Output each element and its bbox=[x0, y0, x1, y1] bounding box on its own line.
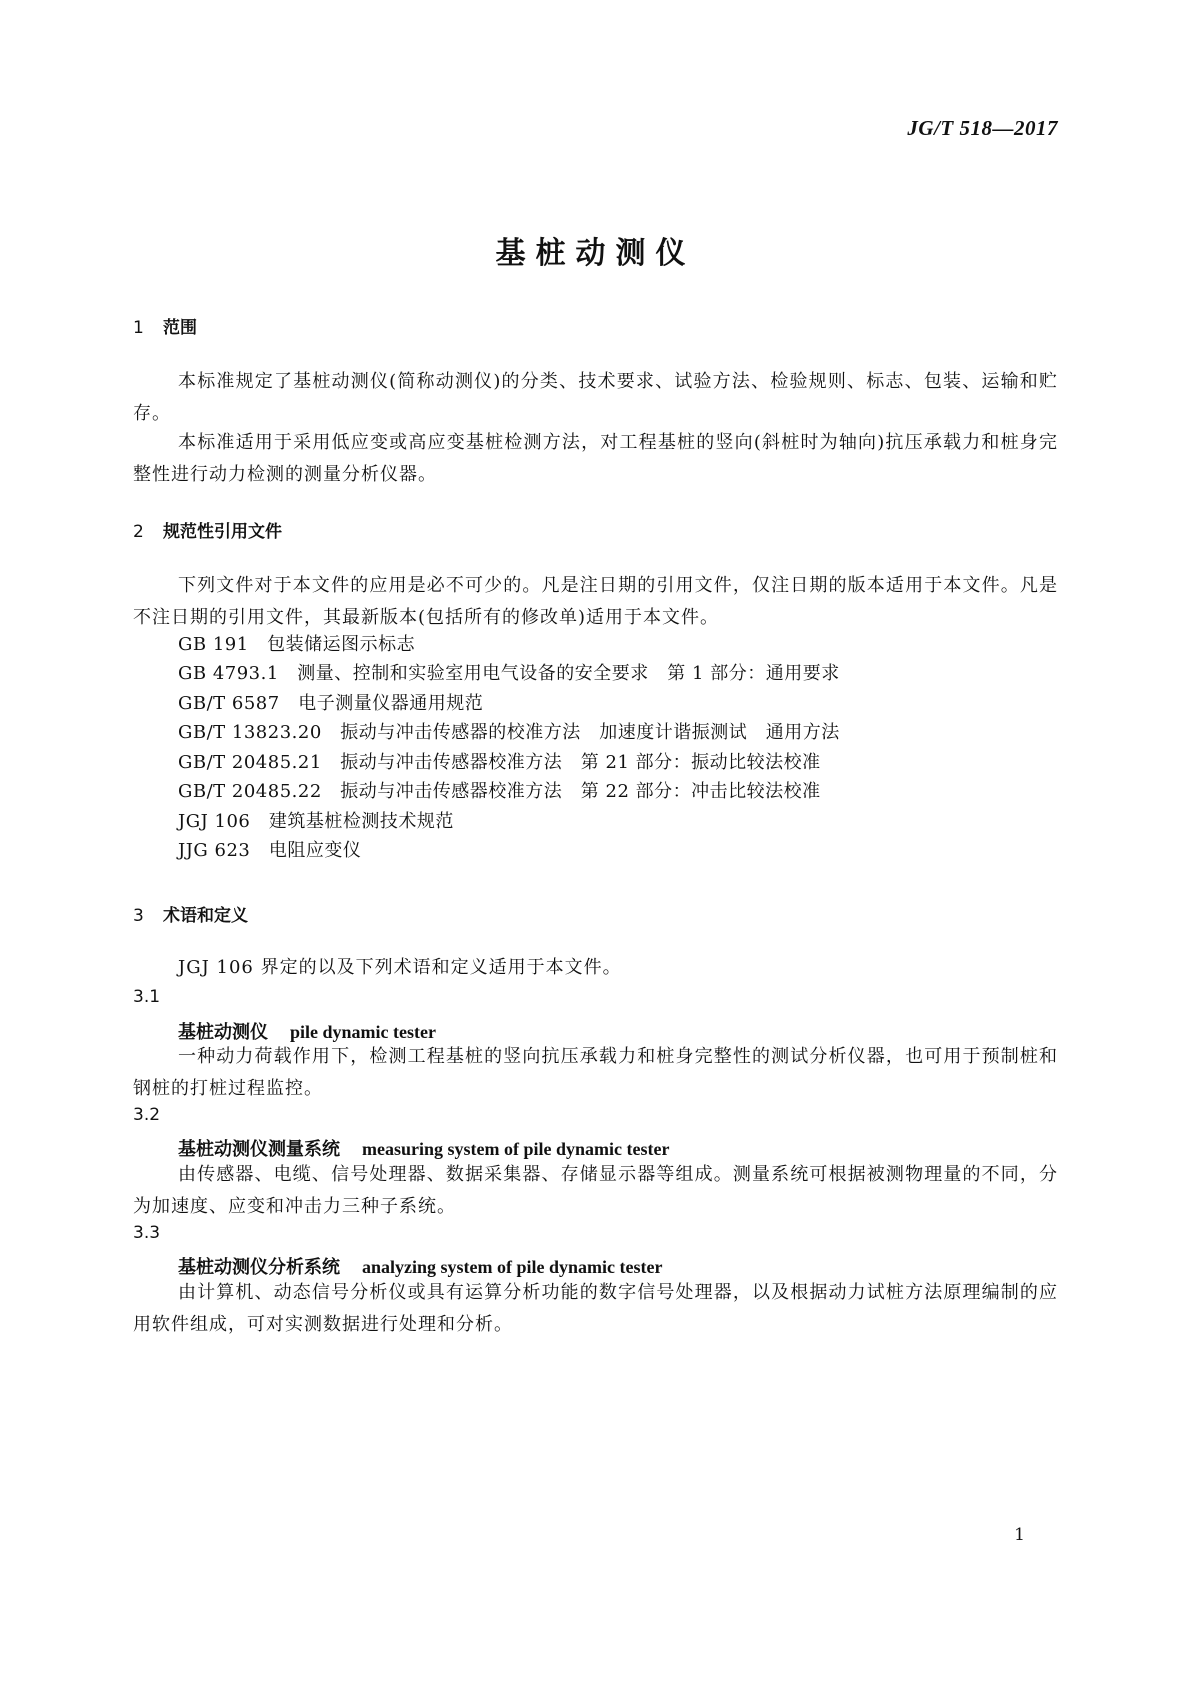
term-definition: 由传感器、电缆、信号处理器、数据采集器、存储显示器等组成。测量系统可根据被测物理量的不同，分为加速度、应变和冲击力三种子系统。 bbox=[133, 1164, 1058, 1217]
reference-item: GB/T 6587 电子测量仪器通用规范 bbox=[178, 693, 484, 714]
section-title: 术语和定义 bbox=[163, 906, 248, 926]
reference-item: JJG 623 电阻应变仪 bbox=[178, 840, 362, 861]
section-number: 2 bbox=[133, 522, 144, 542]
term-number: 3.3 bbox=[133, 1223, 161, 1243]
standard-code: JG/T 518—2017 bbox=[907, 116, 1058, 140]
term-definition: 一种动力荷载作用下，检测工程基桩的竖向抗压承载力和桩身完整性的测试分析仪器，也可用于预制桩和钢桩的打桩过程监控。 bbox=[133, 1046, 1058, 1099]
paragraph: JGJ 106 界定的以及下列术语和定义适用于本文件。 bbox=[178, 957, 622, 978]
term-chinese: 基桩动测仪 bbox=[178, 1022, 268, 1043]
paragraph: 本标准适用于采用低应变或高应变基桩检测方法，对工程基桩的竖向(斜桩时为轴向)抗压承载力和桩身完整性进行动力检测的测量分析仪器。 bbox=[133, 432, 1058, 485]
section-1-heading bbox=[133, 313, 197, 338]
section-3-heading bbox=[133, 901, 248, 926]
term-number: 3.1 bbox=[133, 987, 161, 1007]
section-title: 范围 bbox=[163, 318, 197, 338]
term-english: measuring system of pile dynamic tester bbox=[362, 1139, 670, 1159]
reference-item: GB/T 20485.21 振动与冲击传感器校准方法 第 21 部分：振动比较法校准 bbox=[178, 752, 821, 773]
reference-item: GB/T 20485.22 振动与冲击传感器校准方法 第 22 部分：冲击比较法校准 bbox=[178, 781, 821, 802]
term-heading bbox=[178, 1135, 669, 1161]
reference-item: GB 191 包装储运图示标志 bbox=[178, 634, 416, 655]
paragraph: 下列文件对于本文件的应用是必不可少的。凡是注日期的引用文件，仅注日期的版本适用于本文件。凡是不注日期的引用文件，其最新版本(包括所有的修改单)适用于本文件。 bbox=[133, 575, 1058, 628]
page-number: 1 bbox=[1014, 1525, 1025, 1545]
term-english: analyzing system of pile dynamic tester bbox=[362, 1257, 663, 1277]
section-number: 3 bbox=[133, 906, 144, 926]
document-title: 基桩动测仪 bbox=[495, 236, 696, 271]
term-chinese: 基桩动测仪分析系统 bbox=[178, 1257, 340, 1278]
term-english: pile dynamic tester bbox=[290, 1022, 436, 1042]
reference-item: GB 4793.1 测量、控制和实验室用电气设备的安全要求 第 1 部分：通用要求 bbox=[178, 663, 840, 684]
reference-item: GB/T 13823.20 振动与冲击传感器的校准方法 加速度计谐振测试 通用方法 bbox=[178, 722, 840, 743]
section-number: 1 bbox=[133, 318, 144, 338]
section-title: 规范性引用文件 bbox=[163, 522, 282, 542]
term-chinese: 基桩动测仪测量系统 bbox=[178, 1139, 340, 1160]
section-2-heading bbox=[133, 517, 282, 542]
paragraph: 本标准规定了基桩动测仪(简称动测仪)的分类、技术要求、试验方法、检验规则、标志、包装、运输和贮存。 bbox=[133, 371, 1058, 424]
reference-item: JGJ 106 建筑基桩检测技术规范 bbox=[178, 811, 454, 832]
term-number: 3.2 bbox=[133, 1105, 161, 1125]
term-definition: 由计算机、动态信号分析仪或具有运算分析功能的数字信号处理器，以及根据动力试桩方法原理编制的应用软件组成，可对实测数据进行处理和分析。 bbox=[133, 1282, 1058, 1335]
term-heading bbox=[178, 1253, 662, 1279]
